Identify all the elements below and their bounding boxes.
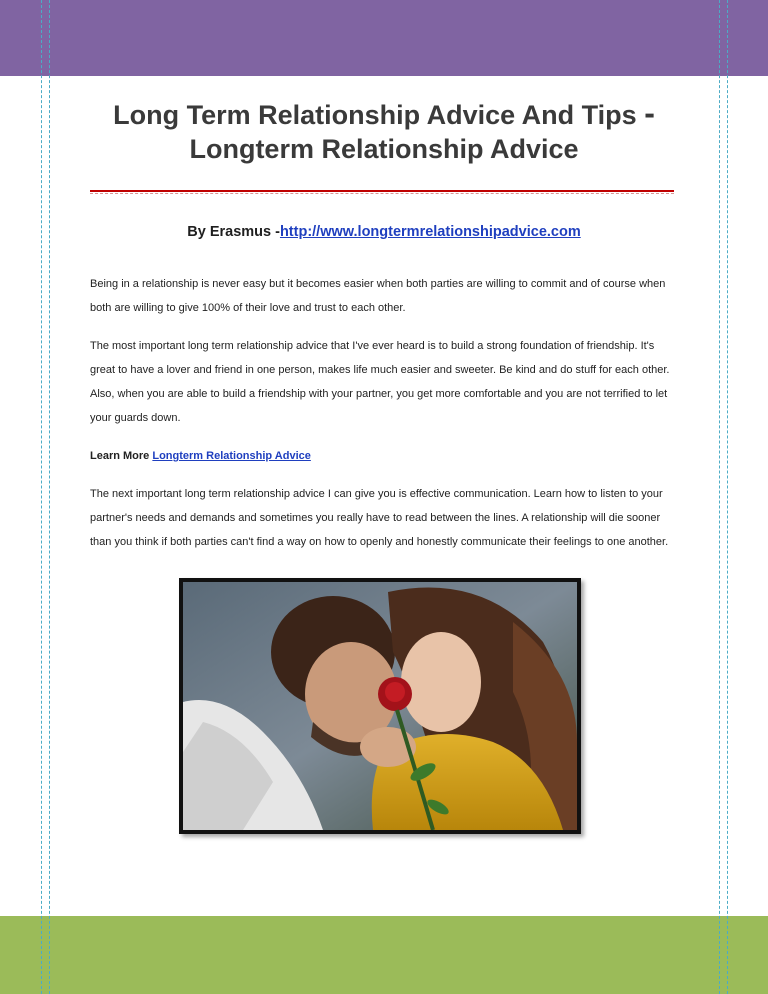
learn-more-link[interactable]: Longterm Relationship Advice bbox=[152, 450, 311, 462]
article-body bbox=[90, 272, 680, 568]
title-dash: - bbox=[644, 95, 655, 131]
title-rule-shadow bbox=[90, 193, 674, 194]
byline-url-link[interactable]: http://www.longtermrelationshipadvice.com bbox=[279, 224, 581, 240]
left-border-line bbox=[41, 0, 42, 994]
title-line-2: Longterm Relationship Advice bbox=[189, 134, 579, 164]
left-border-line bbox=[49, 0, 50, 994]
header-band bbox=[0, 0, 768, 76]
right-border-line bbox=[727, 0, 728, 994]
learn-more-label: Learn More bbox=[90, 450, 150, 462]
right-border-line bbox=[719, 0, 720, 994]
title-rule bbox=[90, 190, 674, 192]
byline-author: By Erasmus - bbox=[187, 224, 280, 240]
couple-photo bbox=[179, 578, 581, 834]
title-line-1: Long Term Relationship Advice And Tips bbox=[113, 100, 637, 130]
couple-photo-illustration bbox=[183, 582, 577, 830]
learn-more bbox=[90, 444, 680, 468]
footer-band bbox=[0, 916, 768, 994]
paragraph-1: Being in a relationship is never easy but it becomes easier when both parties are willing to commit and of course when both are willing to give 100% of their love and trust to each other. bbox=[90, 278, 666, 314]
paragraph-2: The most important long term relationship advice that I've ever heard is to build a strong foundation of friendship. It's great to have a lover and friend in one person, makes life much easier and sweeter. Be kind and do stuff for each other. Also, when you are able to build a friendship with your partner, you get more comfortable and you are not terrified to let your guards down. bbox=[90, 340, 670, 424]
byline bbox=[90, 224, 678, 240]
paragraph-3: The next important long term relationship advice I can give you is effective communication. Learn how to listen to your partner's needs and demands and sometimes you really have to read between the lines. A relationship will die sooner than you think if both parties can't find a way on how to openly and honestly communicate their feelings to one another. bbox=[90, 488, 669, 548]
page-title bbox=[90, 96, 678, 166]
